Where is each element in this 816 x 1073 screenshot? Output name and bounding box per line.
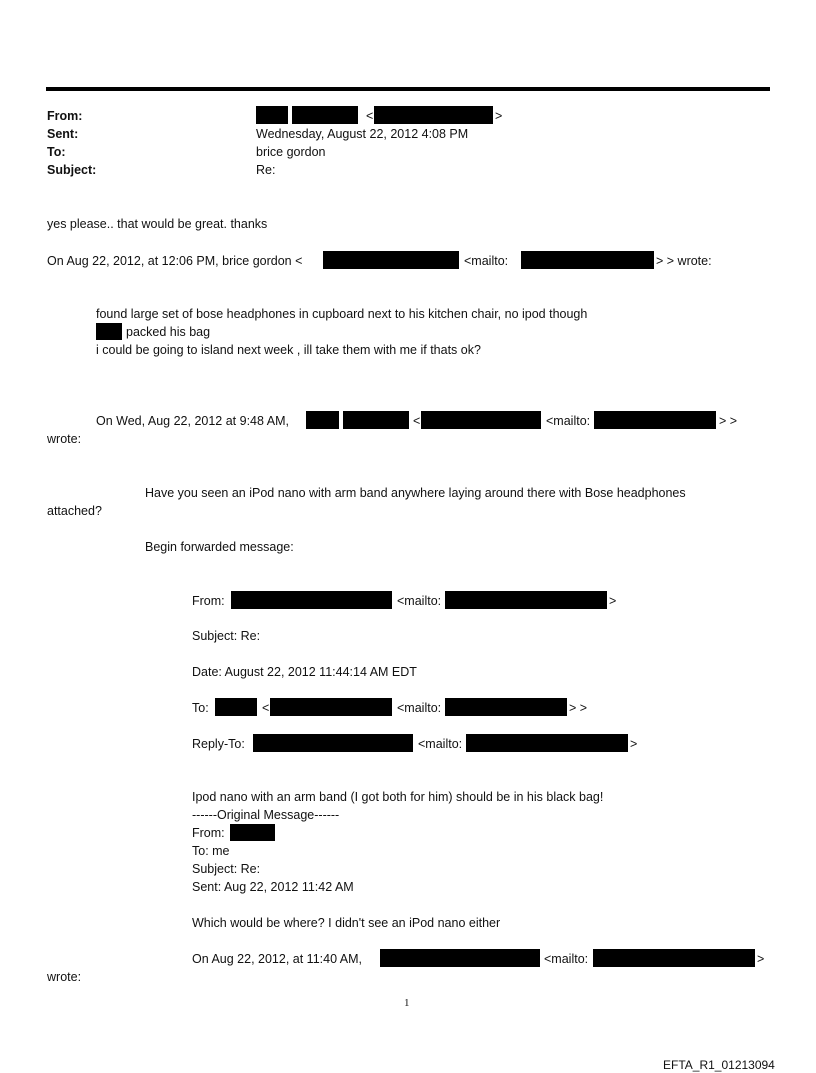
redaction — [292, 106, 358, 124]
redaction — [521, 251, 654, 269]
redaction — [421, 411, 541, 429]
fwd-to-lt: < — [262, 701, 270, 715]
inner-subject: Subject: Re: — [192, 862, 261, 876]
quote2-wrote: wrote: — [47, 432, 82, 446]
para-line-3: i could be going to island next week , ill take them with me if thats ok? — [96, 343, 481, 357]
quote2-mailto: <mailto: — [546, 414, 591, 428]
quote1-wrote: > > wrote: — [656, 254, 712, 268]
to-label: To: — [47, 145, 66, 159]
from-lt: < — [366, 109, 374, 123]
inner-from: From: — [192, 826, 225, 840]
redaction — [253, 734, 413, 752]
redaction — [466, 734, 628, 752]
quote2-gt: > > — [719, 414, 738, 428]
fwd-to-mailto: <mailto: — [397, 701, 442, 715]
forwarded-heading: Begin forwarded message: — [145, 540, 294, 554]
inner-wrote: wrote: — [47, 970, 82, 984]
inner-sent: Sent: Aug 22, 2012 11:42 AM — [192, 880, 354, 894]
sent-value: Wednesday, August 22, 2012 4:08 PM — [256, 127, 469, 141]
header-rule — [46, 87, 770, 91]
bates-number: EFTA_R1_01213094 — [663, 1058, 775, 1072]
fwd-replyto-label: Reply-To: — [192, 737, 245, 751]
subject-label: Subject: — [47, 163, 97, 177]
inner-on-prefix: On Aug 22, 2012, at 11:40 AM, — [192, 952, 363, 966]
page-number: 1 — [404, 997, 410, 1009]
redaction — [215, 698, 257, 716]
reply-line: yes please.. that would be great. thanks — [47, 217, 268, 231]
para-line-1: found large set of bose headphones in cupboard next to his kitchen chair, no ipod though — [96, 307, 588, 321]
fwd-from-gt: > — [609, 594, 617, 608]
fwd-to-label: To: — [192, 701, 209, 715]
redaction — [593, 949, 755, 967]
inner-on-gt: > — [757, 952, 765, 966]
inner-on-mailto: <mailto: — [544, 952, 589, 966]
redaction — [230, 824, 275, 841]
fwd-to-gt: > > — [569, 701, 588, 715]
fwd-from-label: From: — [192, 594, 225, 608]
para-line-2: packed his bag — [126, 325, 211, 339]
redaction — [306, 411, 339, 429]
inner-which: Which would be where? I didn't see an iPod nano either — [192, 916, 501, 930]
quote2-prefix: On Wed, Aug 22, 2012 at 9:48 AM, — [96, 414, 289, 428]
inner-original-message: ------Original Message------ — [192, 808, 340, 822]
fwd-subject: Subject: Re: — [192, 629, 261, 643]
redaction — [374, 106, 493, 124]
redaction — [343, 411, 409, 429]
fwd-replyto-gt: > — [630, 737, 638, 751]
from-label: From: — [47, 109, 83, 123]
redaction — [256, 106, 288, 124]
redaction — [323, 251, 459, 269]
fwd-replyto-mailto: <mailto: — [418, 737, 463, 751]
redaction — [445, 698, 567, 716]
redaction — [96, 323, 122, 340]
inner-line-1: Ipod nano with an arm band (I got both for him) should be in his black bag! — [192, 790, 604, 804]
sent-label: Sent: — [47, 127, 79, 141]
redaction — [594, 411, 716, 429]
redaction — [380, 949, 540, 967]
inner-to: To: me — [192, 844, 230, 858]
redaction — [270, 698, 392, 716]
question-line-2: attached? — [47, 504, 102, 518]
question-line-1: Have you seen an iPod nano with arm band anywhere laying around there with Bose headphones — [145, 486, 686, 500]
to-value: brice gordon — [256, 145, 326, 159]
quote1-mailto: <mailto: — [464, 254, 509, 268]
fwd-date: Date: August 22, 2012 11:44:14 AM EDT — [192, 665, 417, 679]
redaction — [445, 591, 607, 609]
subject-value: Re: — [256, 163, 276, 177]
fwd-from-mailto: <mailto: — [397, 594, 442, 608]
quote2-lt: < — [413, 414, 421, 428]
quote1-prefix: On Aug 22, 2012, at 12:06 PM, brice gordon < — [47, 254, 303, 268]
from-gt: > — [495, 109, 503, 123]
redaction — [231, 591, 392, 609]
